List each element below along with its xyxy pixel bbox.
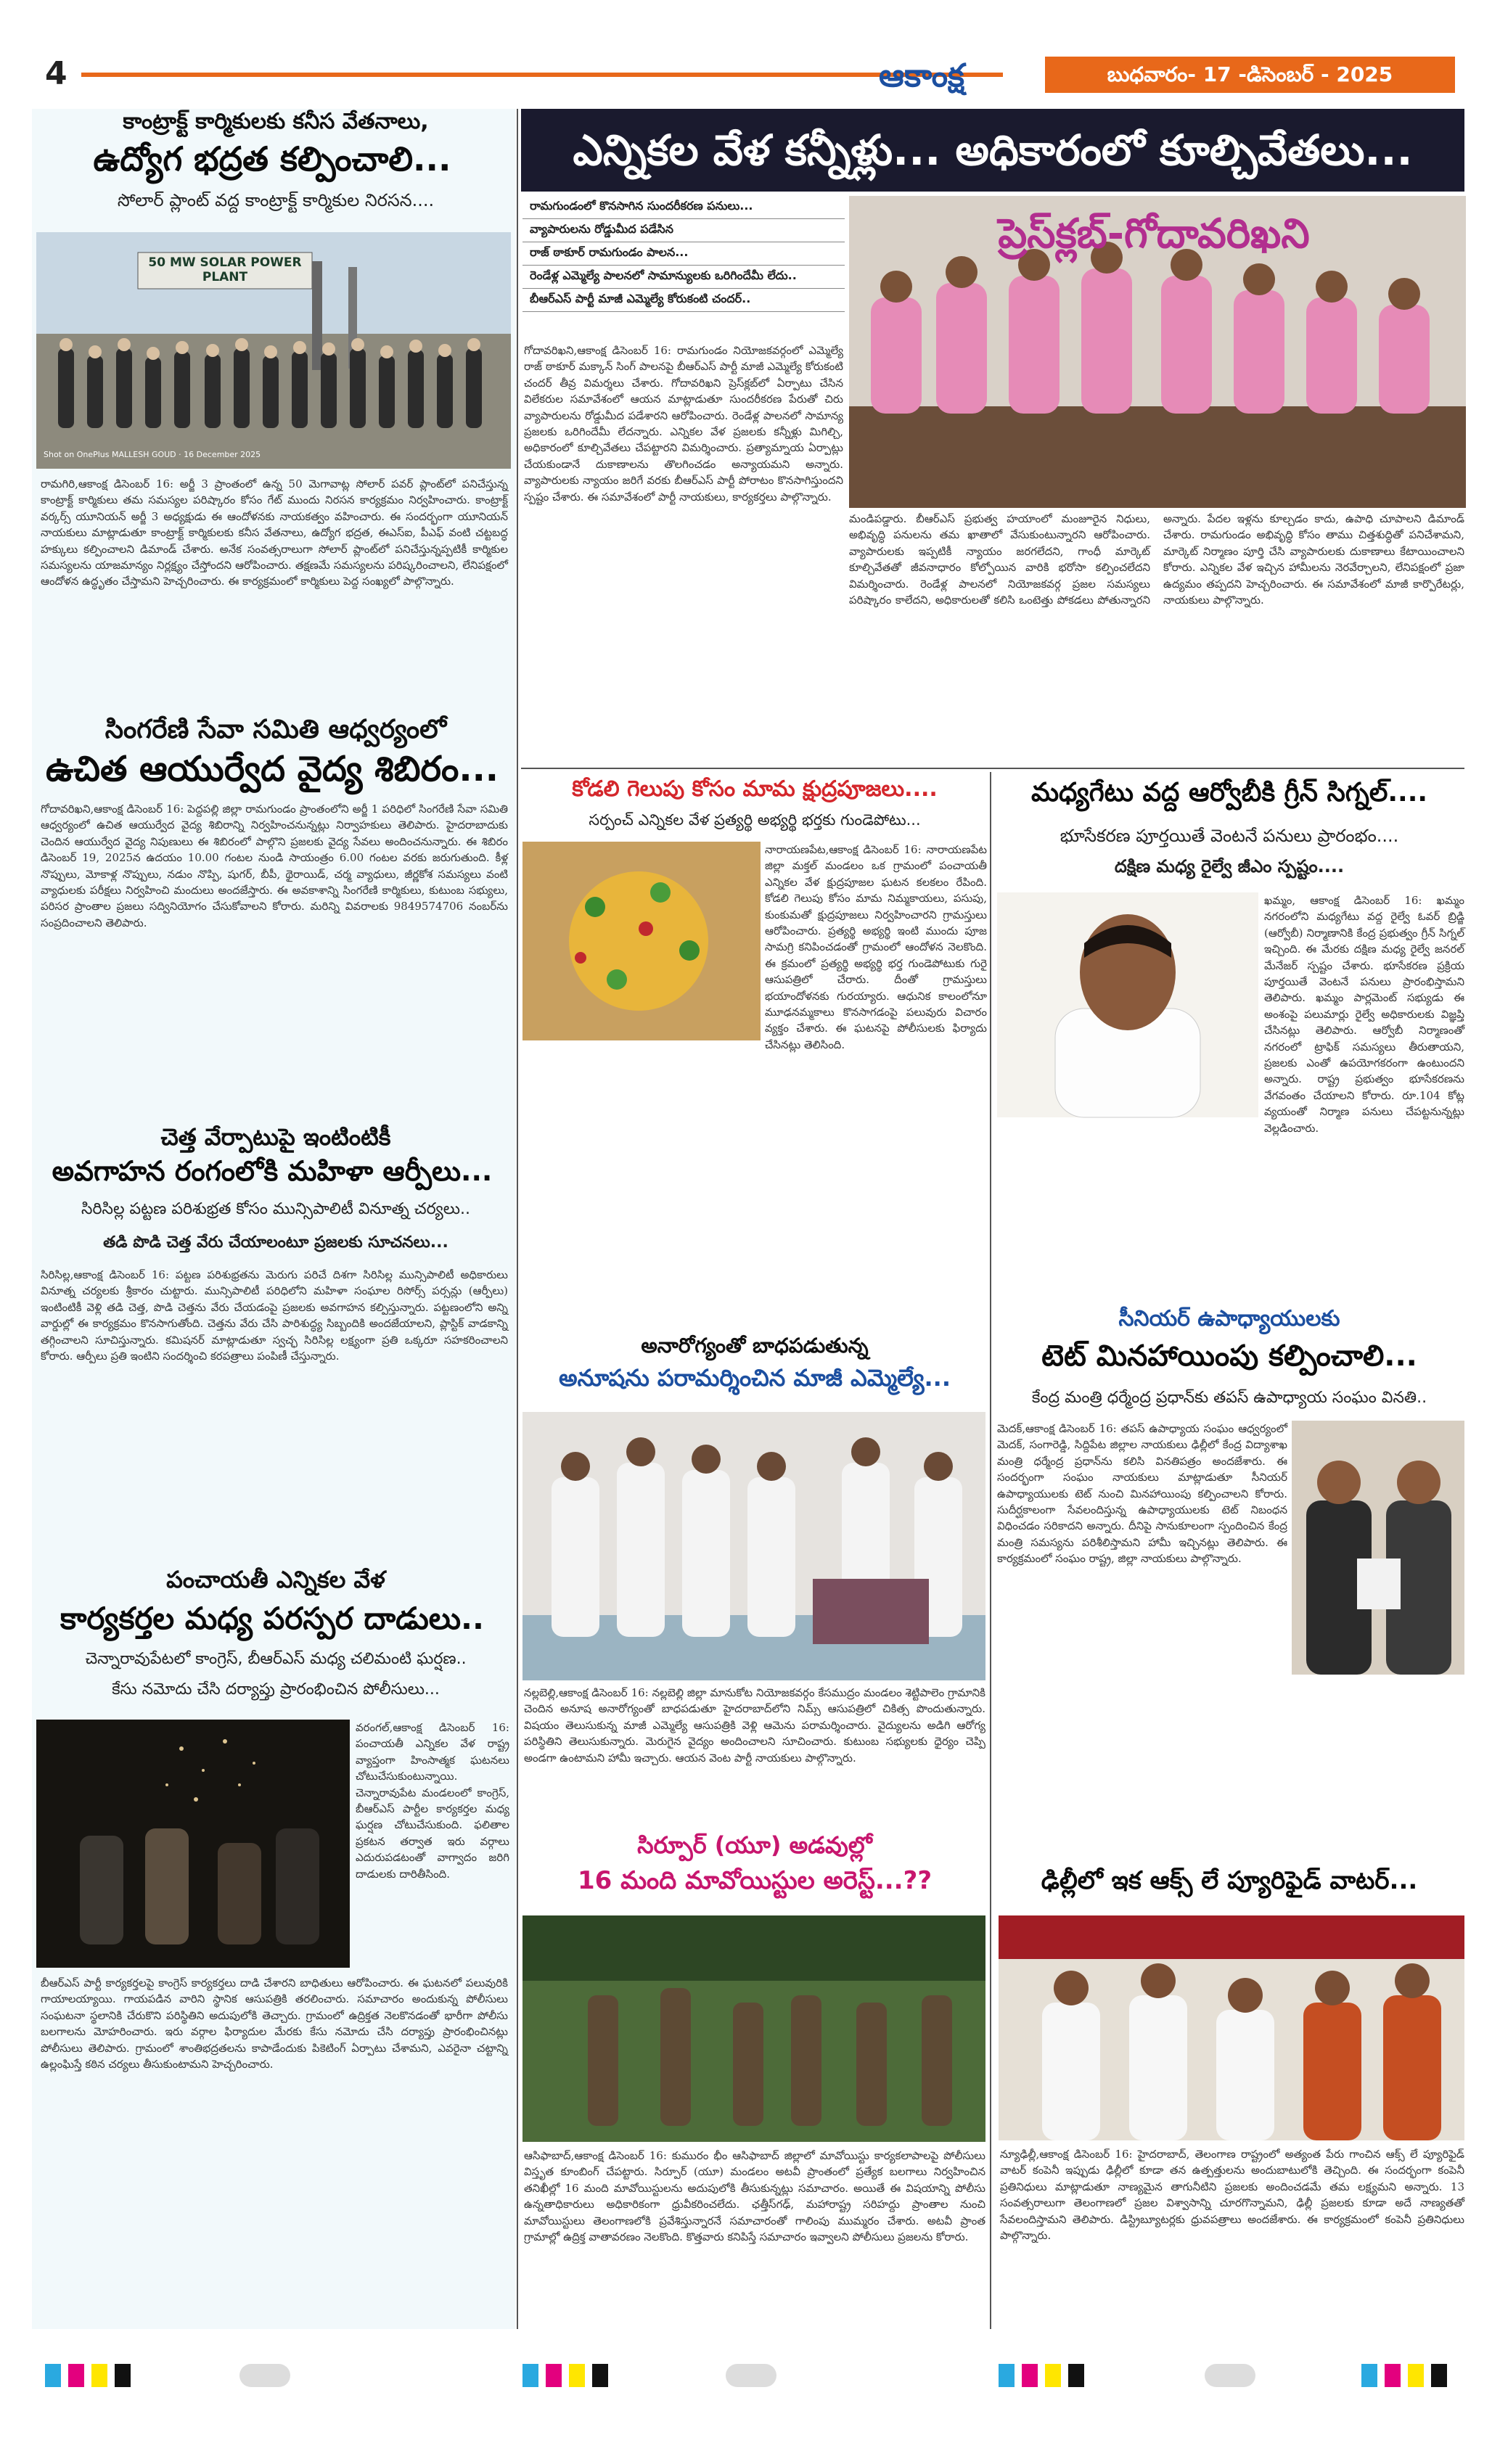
s3-kicker: చెత్త వేర్పాటుపై ఇంటింటికీ xyxy=(160,1123,391,1151)
lead-tags xyxy=(522,196,845,312)
r3-body: మెదక్,ఆకాంక్ష డిసెంబర్ 16: తపస్ ఉపాధ్యాయ సంఘం ఆధ్వర్యంలో మెదక్, సంగారెడ్డి, సిద్దిపేట జిల్లాల నాయకులు ఢిల్లీలో కేంద్ర విద్యాశాఖ మంత్రి ధర్మేంద్ర ప్రధాన్‌ను కలిసి వినతిపత్రం అందజేశారు. ఈ సందర్భంగా సంఘం నాయకులు మాట్లాడుతూ సీనియర్ ఉపాధ్యాయులకు టెట్ నుంచి మినహాయింపు కల్పించాలని కోరారు. సుదీర్ఘకాలంగా సేవలందిస్తున్న ఉపాధ్యాయులకు టెట్ నిబంధన విధించడం సరికాదని అన్నారు. దీనిపై సానుకూలంగా స్పందించిన కేంద్ర మంత్రి సమస్యను పరిశీలిస్తామని హామీ ఇచ్చినట్లు తెలిపారు. ఈ కార్యక్రమంలో సంఘం రాష్ట్ర, జిల్లా నాయకులు పాల్గొన్నారు. xyxy=(997,1422,1287,1566)
c4-body: ఆసిఫాబాద్,ఆకాంక్ష డిసెంబర్ 16: కుమురం భీం ఆసిఫాబాద్ జిల్లాలో మావోయిస్టు కార్యకలాపాలపై పోలీసులు విస్తృత కూంబింగ్ చేపట్టారు. సిర్పూర్ (యూ) మండలం అటవీ ప్రాంతంలో ప్రత్యేక బలగాలు నిర్వహించిన తనిఖీల్లో 16 మంది మావోయిస్టులను అదుపులోకి తీసుకున్నట్లు సమాచారం. అయితే ఈ విషయాన్ని పోలీసు ఉన్నతాధికారులు అధికారికంగా ధ్రువీకరించలేదు. ఛత్తీస్‌గఢ్, మహారాష్ట్ర సరిహద్దు ప్రాంతాల నుంచి మావోయిస్టులు తెలంగాణలోకి ప్రవేశిస్తున్నారనే సమాచారంతో గాలింపు ముమ్మరం చేశారు. అటవీ ప్రాంత గ్రామాల్లో ఉద్రిక్త వాతావరణం నెలకొంది. కొత్తవారు కనిపిస్తే సమాచారం ఇవ్వాలని పోలీసులు ప్రజలను కోరారు. xyxy=(524,2149,985,2244)
r3-body-extra xyxy=(997,1682,1464,1856)
s2-body: గోదావరిఖని,ఆకాంక్ష డిసెంబర్ 16: పెద్దపల్లి జిల్లా రామగుండం ప్రాంతంలోని అర్జీ 1 పరిధిలో సింగరేణి సేవా సమితి ఆధ్వర్యంలో ఉచిత ఆయుర్వేద వైద్య శిబిరాన్ని నిర్వహించనున్నట్లు నిర్వాహకులు తెలిపారు. హైదరాబాదుకు చెందిన ఆయుర్వేద వైద్య నిపుణులు ఈ శిబిరంలో పాల్గొని ప్రజలకు వైద్య సేవలు అందించనున్నారు. ఈ శిబిరం డిసెంబర్ 19, 2025న ఉదయం 10.00 గంటల నుండి సాయంత్రం 6.00 గంటల వరకు జరుగుతుంది. కీళ్ల నొప్పులు, మోకాళ్ల నొప్పులు, నడుం నొప్పి, షుగర్, బీపీ, థైరాయిడ్, చర్మ వ్యాధులు, జీర్ణకోశ సమస్యలు వంటి వ్యాధులకు పరీక్షలు నిర్వహించి మందులు అందజేస్తారు. ఈ అవకాశాన్ని సింగరేణి కార్మికులు, కుటుంబ సభ్యులు, పరిసర ప్రాంతాల ప్రజలు సద్వినియోగం చేసుకోవాలని కోరారు. మరిన్ని వివరాలకు 9849574706 నంబర్‌ను సంప్రదించాలని తెలిపారు. xyxy=(41,802,508,929)
s4-kicker: పంచాయతీ ఎన్నికల వేళ xyxy=(166,1566,385,1593)
s4-photo xyxy=(36,1720,350,1968)
s3-sub2: తడి పొడి చెత్త వేరు చేయాలంటూ ప్రజలకు సూచనలు... xyxy=(103,1233,448,1252)
c3-kicker: అనారోగ్యంతో బాధపడుతున్న xyxy=(641,1334,869,1358)
c4-headline: 16 మంది మావోయిస్టుల అరెస్ట్...?? xyxy=(577,1866,933,1895)
c3-body: నల్లబెల్లి,ఆకాంక్ష డిసెంబర్ 16: నల్లబెల్లి జిల్లా మానుకోట నియోజకవర్గం కేసముద్రం మండలం శెట్టిపాలెం గ్రామానికి చెందిన అనూష అనారోగ్యంతో బాధపడుతూ హైదరాబాద్‌లోని నిమ్స్ ఆసుపత్రిలో చికిత్స పొందుతున్నారు. విషయం తెలుసుకున్న మాజీ ఎమ్మెల్యే ఆసుపత్రికి వెళ్లి ఆమెను పరామర్శించారు. వైద్యులను అడిగి ఆరోగ్య పరిస్థితిని తెలుసుకున్నారు. మెరుగైన వైద్యం అందించాలని సూచించారు. కుటుంబ సభ్యులకు ధైర్యం చెప్పి అండగా ఉంటామని హామీ ఇచ్చారు. ఆయన వెంట పార్టీ నాయకులు పాల్గొన్నారు. xyxy=(524,1686,985,1765)
s3-body: సిరిసిల్ల,ఆకాంక్ష డిసెంబర్ 16: పట్టణ పరిశుభ్రతను మెరుగు పరిచే దిశగా సిరిసిల్ల మున్సిపాలిటీ అధికారులు వినూత్న చర్యలకు శ్రీకారం చుట్టారు. మున్సిపాలిటీ పరిధిలోని మహిళా సంఘాల రిసోర్స్ పర్సన్లు (ఆర్పీలు) ఇంటింటికీ వెళ్లి తడి చెత్త, పొడి చెత్తను వేరు చేయడంపై ప్రజలకు అవగాహన కల్పిస్తున్నారు. పట్టణంలోని అన్ని వార్డుల్లో ఈ కార్యక్రమం కొనసాగుతోంది. చెత్తను వేరు చేసి పారిశుద్ధ్య సిబ్బందికి అందజేయాలని, ప్లాస్టిక్ వాడకాన్ని తగ్గించాలని సూచిస్తున్నారు. కమిషనర్ మాట్లాడుతూ స్వచ్ఛ సిరిసిల్ల లక్ష్యంగా ప్రతి ఒక్కరూ సహకరించాలని కోరారు. ఆర్పీలు ప్రతి ఇంటిని సందర్శించి కరపత్రాలు పంపిణీ చేస్తున్నారు. xyxy=(41,1268,508,1363)
lead-tag-2: వ్యాపారులను రోడ్డుమీద పడేసిన xyxy=(522,219,845,242)
masthead-logo: ఆకాంక్ష xyxy=(878,57,965,94)
r4-photo xyxy=(999,1915,1464,2140)
registration-marks-2 xyxy=(522,2364,608,2387)
r3-photo xyxy=(1292,1421,1464,1675)
c4-kicker: సిర్పూర్ (యూ) అడవుల్లో xyxy=(637,1831,872,1859)
s1-sub: సోలార్ ప్లాంట్ వద్ద కాంట్రాక్ట్ కార్మికుల నిరసన.... xyxy=(117,190,435,210)
lead-body: గోదావరిఖని,ఆకాంక్ష డిసెంబర్ 16: రామగుండం నియోజకవర్గంలో ఎమ్మెల్యే రాజ్ ఠాకూర్ మక్కాన్ సింగ్ పాలనపై బీఆర్ఎస్ పార్టీ మాజీ ఎమ్మెల్యే కోరుకంటి చందర్ తీవ్ర విమర్శలు చేశారు. గోదావరిఖని ప్రెస్‌క్లబ్‌లో ఏర్పాటు చేసిన విలేకరుల సమావేశంలో ఆయన మాట్లాడుతూ సుందరీకరణ పేరుతో చిరు వ్యాపారులను రోడ్డుమీద పడేశారని ఆరోపించారు. రెండేళ్ల పాలనలో సామాన్య ప్రజలకు ఒరిగిందేమీ లేదన్నారు. ఎన్నికల వేళ ప్రజలకు కన్నీళ్లు మిగిల్చి, అధికారంలో కూల్చివేతలు చేపట్టారని విమర్శించారు. ప్రత్యామ్నాయ ఏర్పాట్లు చేయకుండానే దుకాణాలను తొలగించడం అన్యాయమని అన్నారు. వ్యాపారులకు న్యాయం జరిగే వరకు బీఆర్ఎస్ పార్టీ పోరాటం కొనసాగిస్తుందని స్పష్టం చేశారు. ఈ సమావేశంలో పార్టీ నాయకులు, కార్యకర్తలు పాల్గొన్నారు. xyxy=(524,344,843,504)
c4-photo xyxy=(522,1915,985,2142)
lead-tag-5: బీఆర్ఎస్ పార్టీ మాజీ ఎమ్మెల్యే కోరుకంటి చందర్.. xyxy=(522,289,845,312)
registration-oval-2 xyxy=(726,2364,776,2387)
r2-body: ఖమ్మం, ఆకాంక్ష డిసెంబర్ 16: ఖమ్మం నగరంలోని మధ్యగేటు వద్ద రైల్వే ఓవర్ బ్రిడ్జి (ఆర్వోబీ) నిర్మాణానికి కేంద్ర ప్రభుత్వం గ్రీన్ సిగ్నల్ ఇచ్చింది. ఈ మేరకు దక్షిణ మధ్య రైల్వే జనరల్ మేనేజర్ స్పష్టం చేశారు. భూసేకరణ ప్రక్రియ పూర్తయితే వెంటనే పనులు ప్రారంభిస్తామని తెలిపారు. ఖమ్మం పార్లమెంట్ సభ్యుడు ఈ అంశంపై పలుమార్లు రైల్వే అధికారులకు విజ్ఞప్తి చేసినట్లు తెలిపారు. ఆర్వోబీ నిర్మాణంతో నగరంలో ట్రాఫిక్ సమస్యలు తీరుతాయని, ప్రజలకు ఎంతో ఉపయోగకరంగా ఉంటుందని అన్నారు. రాష్ట్ర ప్రభుత్వం భూసేకరణను వేగవంతం చేయాలని కోరారు. రూ.104 కోట్ల వ్యయంతో నిర్మాణ పనులు చేపట్టనున్నట్లు వెల్లడించారు. xyxy=(1264,894,1464,1135)
s4-sub1: చెన్నారావుపేటలో కాంగ్రెస్, బీఆర్ఎస్ మధ్య చలిమంటి ఘర్షణ.. xyxy=(85,1650,467,1668)
lead-tag-3: రాజ్ ఠాకూర్ రామగుండం పాలన... xyxy=(522,242,845,266)
c3-headline: అనూషను పరామర్శించిన మాజీ ఎమ్మెల్యే... xyxy=(558,1364,951,1392)
date-band: బుధవారం- 17 -డిసెంబర్ - 2025 xyxy=(1045,57,1455,93)
s1-photo-caption: Shot on OnePlus MALLESH GOUD · 16 December 2025 xyxy=(44,450,261,459)
s1-kicker: కాంట్రాక్ట్ కార్మికులకు కనీస వేతనాలు, xyxy=(123,109,429,134)
registration-marks-1 xyxy=(45,2364,131,2387)
registration-marks-4 xyxy=(1361,2364,1447,2387)
s1-photo-sign: 50 MW SOLAR POWER PLANT xyxy=(148,255,302,284)
s4-sub2: కేసు నమోదు చేసి దర్యాప్తు ప్రారంభించిన పోలీసులు... xyxy=(112,1680,440,1699)
row-rule-1 xyxy=(521,768,1464,769)
s1-body: రామగిరి,ఆకాంక్ష డిసెంబర్ 16: అర్జీ 3 ప్రాంతంలో ఉన్న 50 మెగావాట్ల సోలార్ పవర్ ప్లాంట్‌లో పనిచేస్తున్న కాంట్రాక్ట్ కార్మికులు తమ సమస్యల పరిష్కారం కోసం గేట్ ముందు నిరసన కార్యక్రమం నిర్వహించారు. కాంట్రాక్ట్ వర్కర్స్ యూనియన్ అర్జీ 3 అధ్యక్షుడు ఈ ఆందోళనకు నాయకత్వం వహించారు. ఈ సందర్భంగా యూనియన్ నాయకులు మాట్లాడుతూ కాంట్రాక్ట్ కార్మికులకు కనీస వేతనాలు, ఉద్యోగ భద్రత, ఈఎస్ఐ, పీఎఫ్ వంటి చట్టబద్ధ హక్కులు కల్పించాలని డిమాండ్ చేశారు. అనేక సంవత్సరాలుగా సోలార్ ప్లాంట్‌లో పనిచేస్తున్నప్పటికీ కార్మికుల సమస్యలను యాజమాన్యం నిర్లక్ష్యం చేస్తోందని ఆరోపించారు. తక్షణమే సమస్యలను పరిష్కరించాలని, లేనిపక్షంలో ఆందోళన ఉద్ధృతం చేస్తామని హెచ్చరించారు. ఈ కార్యక్రమంలో కార్మికులు పెద్ద సంఖ్యలో పాల్గొన్నారు. xyxy=(41,477,508,588)
c3-photo xyxy=(522,1412,985,1680)
r3-sub: కేంద్ర మంత్రి ధర్మేంద్ర ప్రధాన్‌కు తపస్ ఉపాధ్యాయ సంఘం వినతి.. xyxy=(1031,1389,1427,1407)
s3-headline: అవగాహన రంగంలోకి మహిళా ఆర్పీలు... xyxy=(52,1155,493,1187)
r3-kicker: సీనియర్ ఉపాధ్యాయులకు xyxy=(1118,1306,1340,1331)
registration-oval-1 xyxy=(239,2364,290,2387)
r2-sub2: దక్షిణ మధ్య రైల్వే జీఎం స్పష్టం.... xyxy=(1114,856,1345,876)
c2-photo xyxy=(522,842,761,1040)
c2-body-extra xyxy=(522,1045,761,1371)
r2-sub1: భూసేకరణ పూర్తయితే వెంటనే పనులు ప్రారంభం.... xyxy=(1060,826,1399,846)
s2-kicker: సింగరేణి సేవా సమితి ఆధ్వర్యంలో xyxy=(104,715,447,744)
r2-headline: మధ్యగేటు వద్ద ఆర్వోబీకి గ్రీన్ సిగ్నల్.... xyxy=(1030,778,1428,808)
column-rule-2 xyxy=(990,772,991,2329)
r4-headline: ఢిల్లీలో ఇక ఆక్స్ లే ప్యూరిఫైడ్ వాటర్... xyxy=(1041,1866,1418,1895)
s4-body-side: వరంగల్,ఆకాంక్ష డిసెంబర్ 16: పంచాయతీ ఎన్నికల వేళ రాష్ట్ర వ్యాప్తంగా హింసాత్మక ఘటనలు చోటుచేసుకుంటున్నాయి. చెన్నారావుపేట మండలంలో కాంగ్రెస్, బీఆర్ఎస్ పార్టీల కార్యకర్తల మధ్య ఘర్షణ చోటుచేసుకుంది. ఫలితాల ప్రకటన తర్వాత ఇరు వర్గాలు ఎదురుపడటంతో వాగ్వాదం జరిగి దాడులకు దారితీసింది. xyxy=(356,1721,509,1881)
s4-body: బీఆర్ఎస్ పార్టీ కార్యకర్తలపై కాంగ్రెస్ కార్యకర్తలు దాడి చేశారని బాధితులు ఆరోపించారు. ఈ ఘటనలో పలువురికి గాయాలయ్యాయి. గాయపడిన వారిని స్థానిక ఆసుపత్రికి తరలించారు. సమాచారం అందుకున్న పోలీసులు సంఘటనా స్థలానికి చేరుకొని పరిస్థితిని అదుపులోకి తెచ్చారు. గ్రామంలో ఉద్రిక్తత నెలకొనడంతో భారీగా పోలీసు బలగాలను మోహరించారు. ఇరు వర్గాల ఫిర్యాదుల మేరకు కేసు నమోదు చేసి దర్యాప్తు ప్రారంభించినట్లు పోలీసులు తెలిపారు. గ్రామంలో శాంతిభద్రతలను కాపాడేందుకు పికెటింగ్ ఏర్పాటు చేశామని, ఎవరైనా చట్టాన్ని ఉల్లంఘిస్తే కఠిన చర్యలు తీసుకుంటామని హెచ్చరించారు. xyxy=(41,1976,508,2071)
s3-sub1: సిరిసిల్ల పట్టణ పరిశుభ్రత కోసం మున్సిపాలిటీ వినూత్న చర్యలు.. xyxy=(81,1200,470,1218)
c2-headline: కోడలి గెలుపు కోసం మామ క్షుద్రపూజలు.... xyxy=(572,776,938,802)
lead-photo-backdrop: ప్రెస్‌క్లబ్-గోదావరిఖని xyxy=(998,210,1310,258)
r3-headline: టెట్ మినహాయింపు కల్పించాలి... xyxy=(1041,1339,1417,1373)
lead-tag-4: రెండేళ్ల ఎమ్మెల్యే పాలనలో సామాన్యులకు ఒరిగిందేమీ లేదు.. xyxy=(522,266,845,289)
s1-headline: ఉద్యోగ భద్రత కల్పించాలి... xyxy=(93,139,451,178)
registration-oval-3 xyxy=(1205,2364,1255,2387)
s4-headline: కార్యకర్తల మధ్య పరస్పర దాడులు.. xyxy=(60,1601,484,1636)
lead-tag-1: రామగుండంలో కొనసాగిన సుందరీకరణ పనులు... xyxy=(522,196,845,219)
page-number: 4 xyxy=(45,55,67,92)
c2-sub: సర్పంచ్ ఎన్నికల వేళ ప్రత్యర్థి అభ్యర్థి భర్తకు గుండెపోటు... xyxy=(589,811,921,829)
r2-photo xyxy=(997,892,1258,1117)
registration-marks-3 xyxy=(999,2364,1084,2387)
lead-body-cont: మండిపడ్డారు. బీఆర్ఎస్ ప్రభుత్వ హయాంలో మంజూరైన నిధులు, అభివృద్ధి పనులను తమ ఖాతాలో వేసుకుంటున్నారని ఆరోపించారు. వ్యాపారులకు ఇప్పటికీ న్యాయం జరగలేదని, గాంధీ మార్కెట్ కూల్చివేతతో జీవనాధారం కోల్పోయిన వారికి భరోసా కల్పించలేదని విమర్శించారు. రెండేళ్ల పాలనలో నియోజకవర్గ ప్రజల సమస్యలు పరిష్కారం కాలేదని, అధికారులతో కలిసి ఒంటెత్తు పోకడలు పోతున్నారని అన్నారు. పేదల ఇళ్లను కూల్చడం కాదు, ఉపాధి చూపాలని డిమాండ్ చేశారు. రామగుండం అభివృద్ధి కోసం తాము చిత్తశుద్ధితో పనిచేశామని, మార్కెట్ నిర్మాణం పూర్తి చేసి వ్యాపారులకు దుకాణాలు కేటాయించాలని కోరారు. ఎన్నికల వేళ ఇచ్చిన హామీలను నెరవేర్చాలని, లేనిపక్షంలో ప్రజా ఉద్యమం తప్పదని హెచ్చరించారు. ఈ సమావేశంలో మాజీ కార్పొరేటర్లు, నాయకులు పాల్గొన్నారు. xyxy=(849,512,1464,607)
column-rule-1 xyxy=(517,109,518,2329)
s2-headline: ఉచిత ఆయుర్వేద వైద్య శిబిరం... xyxy=(45,749,499,789)
r4-body: న్యూఢిల్లీ,ఆకాంక్ష డిసెంబర్ 16: హైదరాబాద్, తెలంగాణ రాష్ట్రంలో అత్యంత పేరు గాంచిన ఆక్స్ లే ప్యూరిఫైడ్ వాటర్ కంపెనీ ఇప్పుడు ఢిల్లీలో కూడా తన ఉత్పత్తులను అందుబాటులోకి తెచ్చింది. ఈ సందర్భంగా కంపెనీ ప్రతినిధులు మాట్లాడుతూ నాణ్యమైన తాగునీటిని ప్రజలకు అందించడమే తమ లక్ష్యమని అన్నారు. 13 సంవత్సరాలుగా తెలంగాణలో ప్రజల విశ్వాసాన్ని చూరగొన్నామని, ఢిల్లీ ప్రజలకు కూడా అదే నాణ్యతతో సేవలందిస్తామని తెలిపారు. డిస్ట్రిబ్యూటర్లకు ధ్రువపత్రాలు అందజేశారు. ఈ కార్యక్రమంలో కంపెనీ ప్రతినిధులు పాల్గొన్నారు. xyxy=(1000,2148,1464,2243)
r2-body-extra xyxy=(997,1122,1464,1303)
c2-body: నారాయణపేట,ఆకాంక్ష డిసెంబర్ 16: నారాయణపేట జిల్లా మక్తల్ మండలం ఒక గ్రామంలో పంచాయతీ ఎన్నికల వేళ క్షుద్రపూజల ఘటన కలకలం రేపింది. కోడలి గెలుపు కోసం మామ నిమ్మకాయలు, పసుపు, కుంకుమతో క్షుద్రపూజలు నిర్వహించారని గ్రామస్తులు ఆరోపించారు. ప్రత్యర్థి అభ్యర్థి ఇంటి ముందు పూజ సామగ్రి కనిపించడంతో గ్రామంలో ఆందోళన నెలకొంది. ఈ క్రమంలో ప్రత్యర్థి అభ్యర్థి భర్త గుండెపోటుకు గురై ఆసుపత్రిలో చేరారు. దీంతో గ్రామస్తులు భయాందోళనకు గురయ్యారు. ఆధునిక కాలంలోనూ మూఢనమ్మకాలు కొనసాగడంపై పలువురు విచారం వ్యక్తం చేశారు. ఈ ఘటనపై పోలీసులకు ఫిర్యాదు చేసినట్లు తెలిసింది. xyxy=(765,843,987,1051)
main-banner: ఎన్నికల వేళ కన్నీళ్లు... అధికారంలో కూల్చివేతలు... xyxy=(521,109,1464,192)
